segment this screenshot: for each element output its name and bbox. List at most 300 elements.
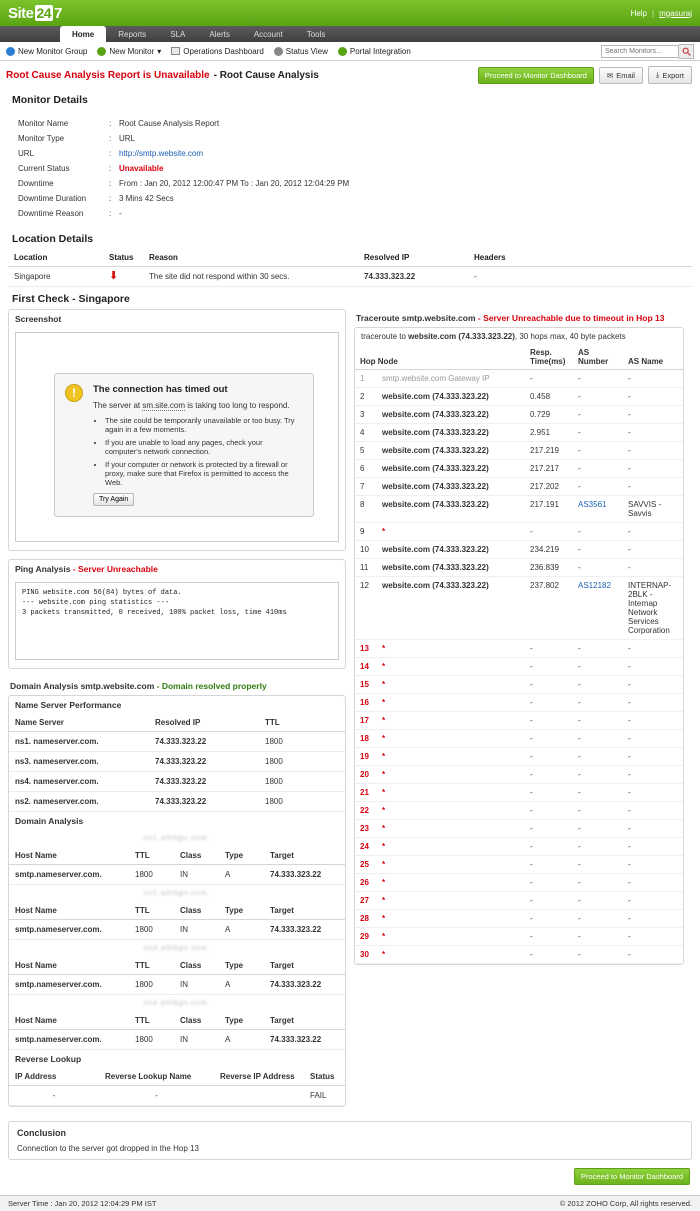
table-row — [355, 388, 683, 406]
error-bullet-list — [93, 416, 301, 487]
domain-analysis-host: smtp.website.com — [80, 681, 155, 691]
cell-as-name: - — [623, 730, 683, 748]
cell-name-server: ns2. nameserver.com. — [9, 792, 149, 812]
cell-as-number: - — [573, 640, 623, 658]
cell-resp-time: - — [525, 676, 573, 694]
col-ttl: TTL — [129, 957, 174, 975]
cell-as-number: - — [573, 730, 623, 748]
cell-hop-number: 1 — [355, 370, 377, 388]
user-menu[interactable]: mgasuraj — [659, 8, 692, 18]
cell-as-number: - — [573, 442, 623, 460]
status-view-label: Status View — [285, 46, 328, 56]
cell-hop-node: * — [377, 802, 525, 820]
envelope-icon: ✉ — [606, 70, 614, 80]
portal-icon — [338, 47, 347, 56]
cell-hop-node: website.com (74.333.323.22) — [377, 496, 525, 523]
page-content — [0, 94, 700, 1195]
table-row — [9, 772, 345, 792]
table-row — [355, 370, 683, 388]
search-button[interactable] — [679, 44, 694, 59]
warning-icon: ! — [65, 384, 83, 402]
cell-resp-time: - — [525, 892, 573, 910]
col-target: Target — [264, 902, 345, 920]
cell-resp-time: - — [525, 712, 573, 730]
cell-hop-number: 11 — [355, 559, 377, 577]
table-row — [355, 874, 683, 892]
action-toolbar — [0, 42, 700, 61]
cell-as-name: - — [623, 442, 683, 460]
row-key: Monitor Name — [18, 119, 69, 128]
cell-hop-number: 12 — [355, 577, 377, 640]
table-row — [355, 442, 683, 460]
cell-status — [103, 267, 143, 287]
cell-hop-node: * — [377, 748, 525, 766]
name-server-performance-title: Name Server Performance — [15, 700, 122, 710]
as-number-link[interactable]: AS3561 — [578, 500, 607, 509]
col-target: Target — [264, 847, 345, 865]
logo-text: Site — [8, 4, 34, 22]
table-header-row — [9, 902, 345, 920]
cell-hop-node: * — [377, 838, 525, 856]
cell-as-name: - — [623, 460, 683, 478]
cell-target: 74.333.323.22 — [264, 975, 345, 995]
row-value: From : Jan 20, 2012 12:00:47 PM To : Jan 20, 2012 12:04:29 PM — [119, 179, 350, 188]
help-link[interactable]: Help — [630, 8, 648, 18]
col-target: Target — [264, 1012, 345, 1030]
col-as-name: AS Name — [623, 345, 683, 370]
cell-as-name: - — [623, 874, 683, 892]
cell-as-number: - — [573, 460, 623, 478]
cell-as-name: - — [623, 748, 683, 766]
email-button[interactable] — [599, 67, 643, 84]
cell-as-name: - — [623, 820, 683, 838]
top-right-links — [631, 9, 692, 18]
monitor-url-link[interactable]: http://smtp.website.com — [119, 149, 204, 158]
proceed-to-monitor-dashboard-button-top[interactable]: Proceed to Monitor Dashboard — [478, 67, 594, 84]
table-row — [12, 116, 688, 131]
table-row — [9, 1086, 345, 1106]
reverse-lookup-title: Reverse Lookup — [15, 1054, 82, 1064]
cell-class: IN — [174, 975, 219, 995]
cell-hop-node: * — [377, 856, 525, 874]
col-class: Class — [174, 847, 219, 865]
list-item: • If your computer or network is protected by a firewall or proxy, make sure that Firefox is permitted to access the Web. — [105, 460, 301, 487]
table-row — [12, 146, 688, 161]
col-target: Target — [264, 957, 345, 975]
cell-resp-time: 217.191 — [525, 496, 573, 523]
export-label: Export — [662, 70, 684, 80]
col-as-number: AS Number — [573, 345, 623, 370]
cell-as-name: - — [623, 406, 683, 424]
cell-hop-number: 3 — [355, 406, 377, 424]
cell-as-name: - — [623, 478, 683, 496]
cell-ttl: 1800 — [259, 752, 345, 772]
cell-resp-time: - — [525, 874, 573, 892]
monitor-details-panel — [8, 110, 692, 227]
col-location: Location — [8, 249, 103, 267]
table-row — [355, 577, 683, 640]
cell-reason: The site did not respond within 30 secs. — [143, 267, 358, 287]
table-row — [355, 928, 683, 946]
dashboard-icon — [171, 47, 180, 55]
tab-home[interactable]: Home — [60, 26, 106, 42]
cell-host-name: smtp.nameserver.com. — [9, 865, 129, 885]
table-row — [355, 424, 683, 442]
cell-as-number: - — [573, 370, 623, 388]
table-header-row — [355, 345, 683, 370]
col-ip-address: IP Address — [9, 1068, 99, 1086]
cell-as-number: - — [573, 559, 623, 577]
table-row — [9, 752, 345, 772]
table-row — [355, 658, 683, 676]
cell-ttl: 1800 — [259, 732, 345, 752]
cell-resp-time: - — [525, 928, 573, 946]
status-icon — [274, 47, 283, 56]
row-colon: : — [109, 179, 112, 188]
col-type: Type — [219, 1012, 264, 1030]
col-name-server: Name Server — [9, 714, 149, 732]
cell-ttl: 1800 — [129, 975, 174, 995]
note-tail: , 30 hops max, 40 byte packets — [514, 332, 626, 341]
cell-resolved-ip: 74.333.323.22 — [358, 267, 468, 287]
dns-record-table — [9, 847, 345, 885]
col-ttl: TTL — [129, 902, 174, 920]
cell-as-number: - — [573, 712, 623, 730]
cell-hop-number: 16 — [355, 694, 377, 712]
cell-as-number — [573, 577, 623, 640]
table-row — [355, 838, 683, 856]
page-title: Root Cause Analysis Report is Unavailable — [6, 69, 210, 81]
cell-resp-time: - — [525, 640, 573, 658]
col-reverse-lookup-name: Reverse Lookup Name — [99, 1068, 214, 1086]
logo-tail: 7 — [54, 4, 62, 22]
cell-as-number: - — [573, 523, 623, 541]
cell-type: A — [219, 1030, 264, 1050]
ping-line: --- website.com ping statistics --- — [22, 599, 170, 608]
ping-line: 3 packets transmitted, 0 received, 100% packet loss, time 410ms — [22, 609, 287, 618]
cell-hop-number: 28 — [355, 910, 377, 928]
reverse-lookup-table — [9, 1068, 345, 1106]
cell-as-name: - — [623, 370, 683, 388]
bottom-actions — [8, 1160, 692, 1195]
cell-target: 74.333.323.22 — [264, 865, 345, 885]
table-row — [355, 712, 683, 730]
cell-resp-time: 236.839 — [525, 559, 573, 577]
browser-error-dialog — [54, 373, 314, 517]
table-header-row — [9, 714, 345, 732]
export-icon: ⤓ — [655, 70, 660, 79]
first-check-heading: First Check - Singapore — [12, 293, 130, 305]
table-row — [9, 975, 345, 995]
table-header-row — [8, 249, 692, 267]
domain-analysis-status: - Domain resolved properly — [156, 681, 267, 691]
cell-hop-number: 26 — [355, 874, 377, 892]
cell-resp-time: - — [525, 856, 573, 874]
table-row — [9, 865, 345, 885]
tab-sla[interactable]: SLA — [170, 29, 186, 39]
page-title-row — [0, 61, 700, 88]
export-button[interactable] — [648, 66, 692, 84]
right-column — [354, 309, 684, 973]
cell-hop-number: 18 — [355, 730, 377, 748]
operations-dashboard-label: Operations Dashboard — [183, 46, 264, 56]
cell-as-name: - — [623, 523, 683, 541]
cell-hop-node: * — [377, 784, 525, 802]
as-number-link[interactable]: AS12182 — [578, 581, 611, 590]
page-footer — [0, 1195, 700, 1211]
row-key: Current Status — [18, 164, 70, 173]
title-actions — [478, 66, 692, 84]
cell-hop-number: 13 — [355, 640, 377, 658]
domain-analysis-title: Domain Analysis — [15, 816, 84, 826]
cell-hop-node: * — [377, 676, 525, 694]
cell-as-number: - — [573, 784, 623, 802]
cell-class: IN — [174, 1030, 219, 1050]
cell-ttl: 1800 — [259, 792, 345, 812]
cell-resp-time: - — [525, 802, 573, 820]
cell-resp-time: - — [525, 838, 573, 856]
cell-class: IN — [174, 920, 219, 940]
monitor-details-heading: Monitor Details — [12, 94, 88, 106]
row-value: - — [119, 209, 122, 218]
cell-as-name: SAVVIS - Savvis — [623, 496, 683, 523]
col-host-name: Host Name — [9, 902, 129, 920]
list-item: • If you are unable to load any pages, check your computer's network connection. — [105, 438, 301, 456]
row-colon: : — [109, 194, 112, 203]
table-row — [355, 748, 683, 766]
table-row — [12, 206, 688, 221]
row-colon: : — [109, 164, 112, 173]
tab-tools[interactable]: Tools — [306, 29, 326, 39]
cell-as-name: - — [623, 856, 683, 874]
cell-as-name: - — [623, 766, 683, 784]
cell-hop-node: website.com (74.333.323.22) — [377, 541, 525, 559]
traceroute-table — [355, 345, 683, 964]
cell-hop-number: 17 — [355, 712, 377, 730]
cell-as-number: - — [573, 658, 623, 676]
row-colon: : — [109, 119, 112, 128]
list-item: • The site could be temporarily unavailable or too busy. Try again in a few moments. — [105, 416, 301, 434]
domain-analysis-header — [8, 677, 346, 695]
table-row — [355, 523, 683, 541]
domain-analysis-label: Domain Analysis — [10, 681, 79, 691]
new-monitor-button[interactable] — [97, 47, 161, 56]
cell-hop-number: 23 — [355, 820, 377, 838]
cell-hop-node: * — [377, 928, 525, 946]
cell-as-name: - — [623, 712, 683, 730]
table-row — [355, 766, 683, 784]
location-details-table — [8, 249, 692, 287]
cell-hop-number: 20 — [355, 766, 377, 784]
cell-hop-number: 14 — [355, 658, 377, 676]
cell-as-name: - — [623, 388, 683, 406]
cell-hop-number: 24 — [355, 838, 377, 856]
error-message — [93, 401, 301, 410]
cell-resp-time: - — [525, 748, 573, 766]
monitor-icon — [97, 47, 106, 56]
new-monitor-group-button[interactable] — [6, 47, 87, 56]
row-value — [117, 146, 688, 161]
proceed-to-monitor-dashboard-button-bottom[interactable]: Proceed to Monitor Dashboard — [574, 1168, 690, 1185]
cell-host-name: smtp.nameserver.com. — [9, 1030, 129, 1050]
col-host-name: Host Name — [9, 1012, 129, 1030]
cell-type: A — [219, 865, 264, 885]
col-class: Class — [174, 1012, 219, 1030]
row-colon: : — [109, 209, 112, 218]
traceroute-note — [355, 328, 683, 345]
tab-reports[interactable]: Reports — [118, 29, 147, 39]
table-row — [355, 559, 683, 577]
tab-account[interactable]: Account — [253, 29, 283, 39]
note-host: website.com (74.333.323.22) — [408, 332, 515, 341]
table-row — [8, 267, 692, 287]
row-value: 3 Mins 42 Secs — [119, 194, 174, 203]
col-resolved-ip: Resolved IP — [358, 249, 468, 267]
cell-hop-node: website.com (74.333.323.22) — [377, 577, 525, 640]
cell-as-number: - — [573, 676, 623, 694]
cell-hop-node: * — [377, 523, 525, 541]
cell-as-number: - — [573, 874, 623, 892]
table-row — [12, 161, 688, 176]
table-row — [355, 784, 683, 802]
cell-hop-number: 19 — [355, 748, 377, 766]
cell-hop-number: 22 — [355, 802, 377, 820]
ping-analysis-label: Ping Analysis — [15, 564, 71, 574]
cell-hop-number: 4 — [355, 424, 377, 442]
cell-hop-node: website.com (74.333.323.22) — [377, 460, 525, 478]
main-nav — [0, 26, 700, 42]
row-colon: : — [109, 149, 112, 158]
cell-hop-number: 15 — [355, 676, 377, 694]
screenshot-label: Screenshot — [15, 314, 62, 324]
operations-dashboard-button[interactable] — [171, 47, 264, 56]
cell-resp-time: - — [525, 658, 573, 676]
cell-as-number: - — [573, 892, 623, 910]
table-row — [355, 694, 683, 712]
cell-hop-node: * — [377, 730, 525, 748]
cell-resp-time: 234.219 — [525, 541, 573, 559]
cell-hop-node: * — [377, 946, 525, 964]
dns-record-table — [9, 1012, 345, 1050]
cell-class: IN — [174, 865, 219, 885]
domain-analysis-box — [8, 695, 346, 1107]
col-ttl: TTL — [129, 847, 174, 865]
col-hop-node: Hop Node — [355, 345, 525, 370]
table-row — [355, 910, 683, 928]
col-ttl: TTL — [259, 714, 345, 732]
cell-resp-time: 0.729 — [525, 406, 573, 424]
site24x7-logo[interactable] — [8, 5, 62, 22]
table-row — [9, 1030, 345, 1050]
cell-resp-time: - — [525, 946, 573, 964]
table-header-row — [9, 1012, 345, 1030]
table-row — [355, 676, 683, 694]
table-row — [355, 856, 683, 874]
blurred-text: ns1.athbgn.com. — [143, 835, 211, 842]
cell-as-name: - — [623, 694, 683, 712]
cell-resp-time: - — [525, 910, 573, 928]
cell-name-server: ns1. nameserver.com. — [9, 732, 149, 752]
cell-as-number: - — [573, 478, 623, 496]
table-row — [355, 496, 683, 523]
cell-resolved-ip: 74.333.323.22 — [149, 732, 259, 752]
status-view-button[interactable] — [274, 47, 328, 56]
portal-integration-label: Portal Integration — [349, 46, 411, 56]
cell-hop-number: 29 — [355, 928, 377, 946]
cell-hop-node: * — [377, 658, 525, 676]
cell-as-name: - — [623, 658, 683, 676]
server-time: Server Time : Jan 20, 2012 12:04:29 PM IST — [8, 1199, 157, 1208]
cell-as-number: - — [573, 406, 623, 424]
row-key: Downtime — [18, 179, 54, 188]
error-line: The server at — [93, 401, 141, 410]
conclusion-panel — [8, 1121, 692, 1160]
tab-alerts[interactable]: Alerts — [209, 29, 230, 39]
error-line-tail: is taking too long to respond. — [187, 401, 290, 410]
cell-ttl: 1800 — [259, 772, 345, 792]
cell-hop-node: smtp.website.com Gateway IP — [377, 370, 525, 388]
cell-resp-time: 237.802 — [525, 577, 573, 640]
cell-hop-number: 21 — [355, 784, 377, 802]
blurred-text: ns3.athbgn.com. — [143, 945, 211, 952]
traceroute-status: - Server Unreachable due to timeout in Hop 13 — [477, 313, 665, 323]
cell-hop-node: * — [377, 694, 525, 712]
traceroute-label: Traceroute — [356, 313, 400, 323]
cell-resp-time: - — [525, 370, 573, 388]
col-resp-time: Resp. Time(ms) — [525, 345, 573, 370]
col-class: Class — [174, 957, 219, 975]
search-input[interactable] — [601, 45, 679, 58]
row-key: Downtime Duration — [18, 194, 87, 203]
cell-target: 74.333.323.22 — [264, 920, 345, 940]
cell-hop-number: 7 — [355, 478, 377, 496]
cell-resp-time: 0.458 — [525, 388, 573, 406]
left-column — [8, 309, 346, 1115]
cell-ttl: 1800 — [129, 865, 174, 885]
cell-as-number: - — [573, 766, 623, 784]
traceroute-host: smtp.website.com — [401, 313, 476, 323]
cell-hop-number: 30 — [355, 946, 377, 964]
cell-hop-node: website.com (74.333.323.22) — [377, 406, 525, 424]
cell-hop-node: * — [377, 910, 525, 928]
logo-num: 24 — [36, 4, 52, 21]
page-subtitle: - Root Cause Analysis — [213, 69, 319, 81]
cell-as-name: - — [623, 640, 683, 658]
analysis-columns — [8, 309, 692, 1115]
col-type: Type — [219, 847, 264, 865]
portal-integration-button[interactable] — [338, 47, 411, 56]
down-arrow-icon: ⬇ — [109, 270, 119, 282]
conclusion-title: Conclusion — [17, 1128, 66, 1138]
row-value: URL — [119, 134, 136, 143]
table-row — [12, 191, 688, 206]
cell-resp-time: - — [525, 784, 573, 802]
cell-as-name: - — [623, 946, 683, 964]
cell-hop-number: 9 — [355, 523, 377, 541]
cell-as-name: - — [623, 892, 683, 910]
try-again-button[interactable]: Try Again — [93, 493, 134, 506]
row-value: Root Cause Analysis Report — [119, 119, 220, 128]
row-key: Downtime Reason — [18, 209, 84, 218]
cell-as-number: - — [573, 838, 623, 856]
col-resolved-ip: Resolved IP — [149, 714, 259, 732]
col-host-name: Host Name — [9, 847, 129, 865]
monitor-details-table — [12, 116, 688, 221]
table-row — [355, 460, 683, 478]
ping-line: PING website.com 56(84) bytes of data. — [22, 589, 182, 597]
cell-hop-node: * — [377, 766, 525, 784]
cell-hop-number: 27 — [355, 892, 377, 910]
